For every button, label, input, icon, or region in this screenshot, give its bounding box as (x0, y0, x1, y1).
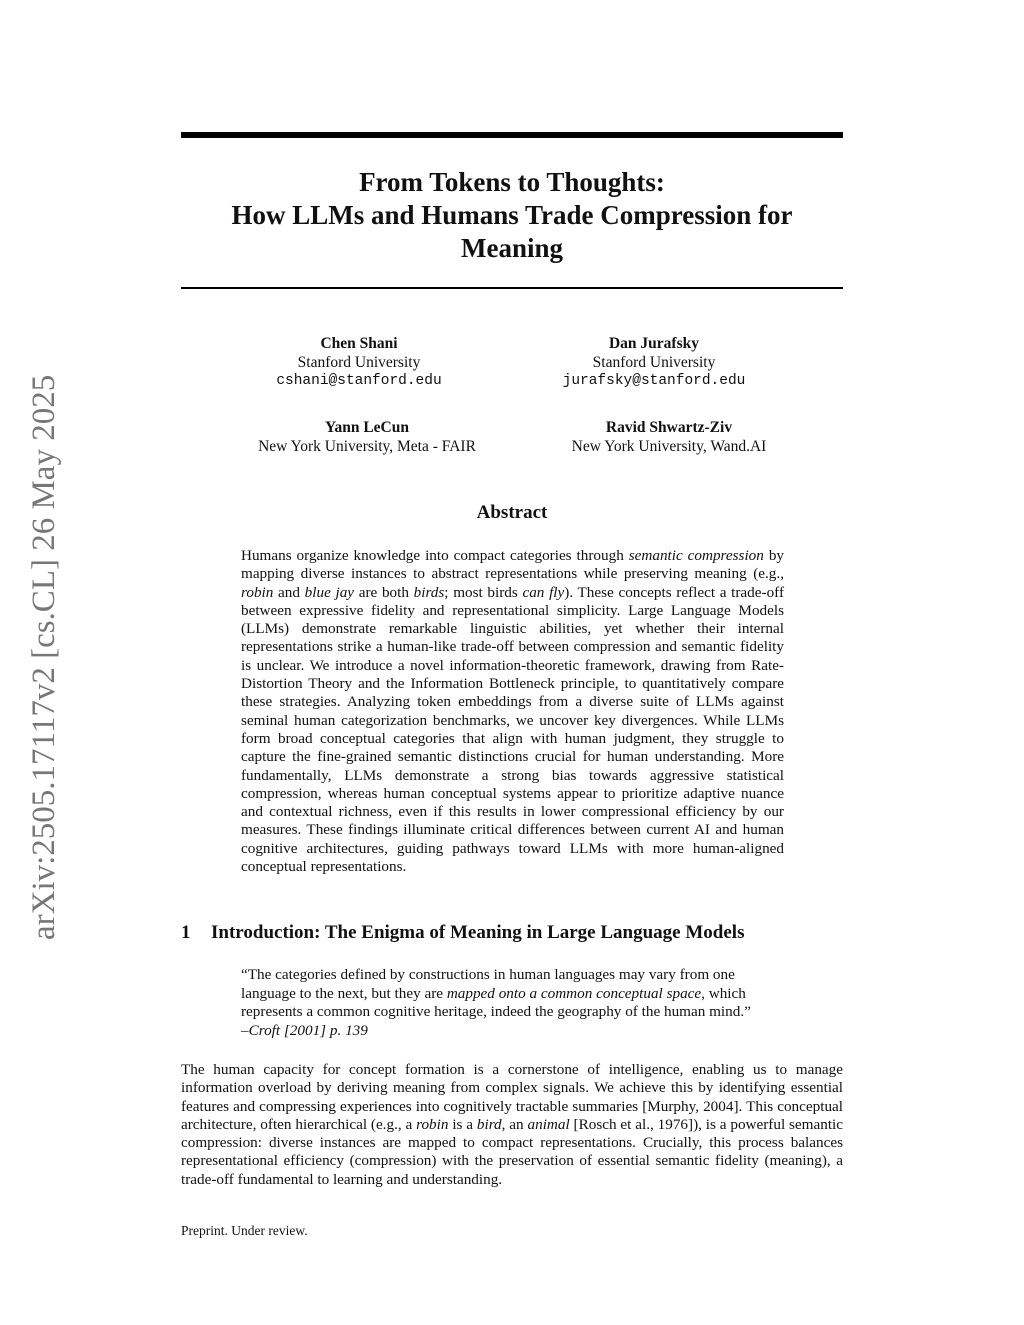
author-name: Chen Shani (320, 335, 398, 352)
body-emphasis: animal (527, 1115, 570, 1133)
abstract-text-run: Humans organize knowledge into compact categories through (241, 547, 629, 564)
title-line-1: From Tokens to Thoughts: (359, 167, 665, 197)
title-line-2: How LLMs and Humans Trade Compression for (231, 200, 793, 230)
author-block (217, 418, 517, 456)
author-email[interactable]: jurafsky@stanford.edu (562, 373, 746, 389)
abstract-text-run: and (273, 583, 305, 601)
abstract-emphasis: blue jay (304, 583, 355, 601)
quote-text-run: , which represents a common cognitive heritage, indeed the geography of the human mind.” (241, 984, 751, 1020)
abstract-heading: Abstract (476, 502, 548, 523)
title-top-rule (181, 132, 843, 138)
body-text-run: [Rosch et al., 1976]), is a powerful semantic compression: diverse instances are mapped to compact representations. Crucially, this process balances representational efficiency (compression) with the preservation of essential semantic fidelity (meaning), a trade-off fundamental to learning and understanding. (181, 1115, 843, 1188)
author-block (504, 334, 804, 391)
body-emphasis: robin (416, 1115, 449, 1133)
author-block (519, 418, 819, 456)
body-text-run: is a (448, 1115, 477, 1133)
arxiv-identifier[interactable]: arXiv:2505.17117v2 [cs.CL] 26 May 2025 (26, 374, 62, 940)
body-text-run: The human capacity for concept formation is a cornerstone of intelligence, enabling us to manage information overload by deriving meaning from complex signals. We achieve this by identifying essential features and compressing experiences into cognitively tractable summaries [Murphy, 2004]. This conceptual architecture, often hierarchical (e.g., a (181, 1061, 843, 1133)
abstract-emphasis: robin (241, 583, 274, 601)
paper-title (181, 166, 843, 265)
author-block (209, 334, 509, 391)
title-bottom-rule (181, 287, 843, 289)
quote-text-run: “The categories defined by constructions in human languages may vary from one language to the next, but they are (241, 966, 735, 1002)
footer-note: Preprint. Under review. (181, 1223, 308, 1238)
body-emphasis: bird (476, 1115, 502, 1133)
epigraph-quote (241, 966, 789, 1040)
author-affiliation: New York University, Wand.AI (571, 438, 767, 455)
title-line-3: Meaning (460, 233, 563, 263)
quote-attribution[interactable]: –Croft [2001] p. 139 (241, 1021, 368, 1039)
abstract-text (241, 547, 784, 876)
author-affiliation: Stanford University (592, 354, 716, 371)
section-heading (181, 922, 843, 944)
abstract-text-run: ; most birds (444, 583, 523, 601)
quote-emphasis: mapped onto a common conceptual space (446, 984, 702, 1002)
author-affiliation: New York University, Meta - FAIR (258, 438, 476, 455)
author-email[interactable]: cshani@stanford.edu (276, 373, 442, 389)
author-name: Ravid Shwartz-Ziv (605, 419, 733, 436)
author-affiliation: Stanford University (297, 354, 421, 371)
abstract-emphasis: can fly (522, 583, 565, 601)
abstract-emphasis: semantic compression (628, 547, 764, 564)
author-name: Yann LeCun (325, 419, 409, 436)
abstract-text-run: are both (354, 583, 414, 601)
intro-paragraph (181, 1061, 843, 1189)
section-number: 1 (181, 922, 191, 943)
body-text-run: , an (501, 1115, 528, 1133)
abstract-text-run: by mapping diverse instances to abstract representations while preserving meaning (e.g., (241, 547, 785, 583)
author-name: Dan Jurafsky (608, 335, 699, 352)
section-title: Introduction: The Enigma of Meaning in Large Language Models (211, 922, 745, 943)
abstract-text-run: ). These concepts reflect a trade-off between expressive fidelity and representational simplicity. Large Language Models (LLMs) demonstrate remarkable linguistic abilities, yet whether their internal representations strike a human-like trade-off between compression and semantic fidelity is unclear. We introduce a novel information-theoretic framework, drawing from Rate-Distortion Theory and the Information Bottleneck principle, to quantitatively compare these strategies. Analyzing token embeddings from a diverse suite of LLMs against seminal human categorization benchmarks, we uncover key divergences. While LLMs form broad conceptual categories that align with human judgment, they struggle to capture the fine-grained semantic distinctions crucial for human understanding. More fundamentally, LLMs demonstrate a strong bias towards aggressive statistical compression, whereas human conceptual systems appear to prioritize adaptive nuance and contextual richness, even if this results in lower compressional efficiency by our measures. These findings illuminate critical differences between current AI and human cognitive architectures, guiding pathways toward LLMs with more human-aligned conceptual representations. (241, 583, 785, 876)
abstract-emphasis: birds (413, 583, 445, 601)
